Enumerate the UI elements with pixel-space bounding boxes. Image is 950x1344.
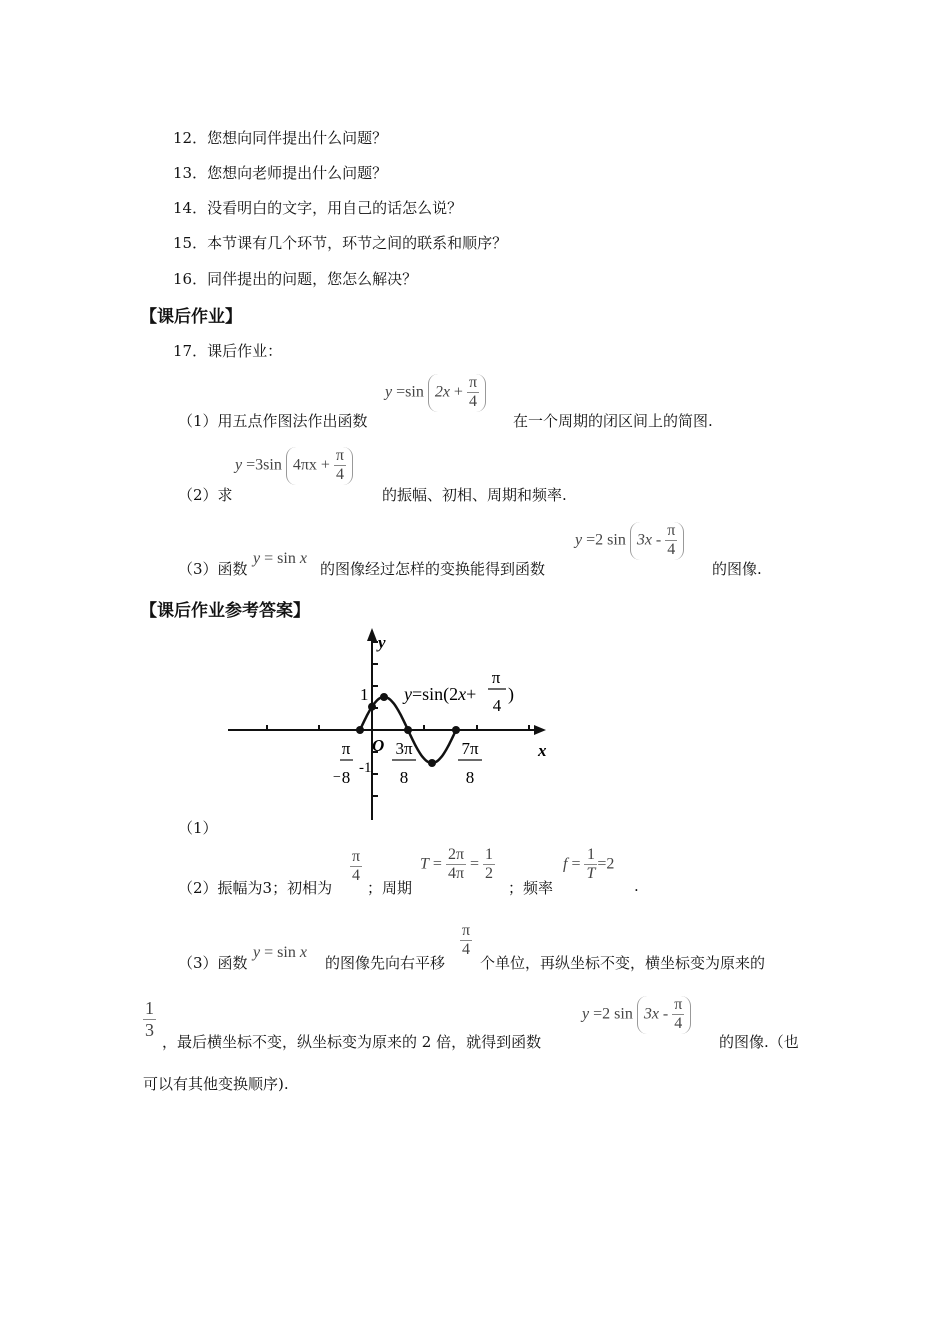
neg-sign: − (333, 770, 341, 785)
question-12: 12．您想向同伴提出什么问题？ (173, 129, 388, 147)
answer-3-formula: y =2 sin 3x - $\frac{\pi}{4}$ (582, 996, 691, 1034)
answer-2-pre: （2）振幅为3；初相为 (178, 879, 333, 897)
answer-2-mid: ；周期 (367, 879, 413, 897)
hw2-formula: y =3sin 4πx + $\frac{\pi}{4}$ (235, 447, 353, 485)
question-16: 16．同伴提出的问题，您怎么解决？ (173, 270, 418, 288)
answer-2-phase: $\frac{\pi}{4}$ (352, 848, 361, 885)
tick-label-neg-one: -1 (359, 760, 372, 776)
hw1-formula: y =sin 2x + $\frac{\pi}{4}$ (385, 374, 486, 412)
seven-pi: 7π (461, 739, 479, 758)
hw3-pre: （3）函数 (178, 560, 248, 578)
three-pi-eight: 8 (399, 768, 409, 787)
hw3-sinx: y = sin x (253, 550, 307, 567)
question-15: 15．本节课有几个环节，环节之间的联系和顺序？ (173, 234, 508, 252)
answer-2-period: T = $\frac{2\pi}{4\pi}$ = $\frac{1}{2}$ (420, 846, 494, 883)
key-point (380, 693, 388, 701)
answer-2-post: ；频率 (508, 879, 554, 897)
key-point (428, 759, 436, 767)
tick-label-one: 1 (360, 685, 369, 704)
key-point (404, 726, 412, 734)
three-pi: 3π (395, 739, 413, 758)
key-point (368, 703, 376, 711)
answer-3-third: $\frac{1}{3}$ (145, 998, 154, 1040)
curve-label-pi: π (491, 668, 501, 687)
y-axis-label: y (378, 633, 386, 652)
answer-3-post: 个单位，再纵坐标不变，横坐标变为原来的 (480, 954, 766, 972)
key-point (356, 726, 364, 734)
neg-eight: 8 (341, 768, 351, 787)
answer-2-end: . (634, 877, 639, 895)
answer-1-label: （1） (178, 819, 218, 837)
sine-graph (220, 620, 560, 830)
seven-pi-eight: 8 (465, 768, 475, 787)
question-13: 13．您想向老师提出什么问题？ (173, 164, 388, 182)
hw3-formula: y =2 sin 3x - $\frac{\pi}{4}$ (575, 522, 684, 560)
hw2-post: 的振幅、初相、周期和频率. (382, 486, 567, 504)
x-axis-label: x (538, 741, 547, 760)
y-axis-arrow (367, 628, 377, 641)
answer-3-mid: 的图像先向右平移 (325, 954, 446, 972)
key-point (452, 726, 460, 734)
answer-2-frequency: f = $\frac{1}{T}$ =2 (563, 846, 615, 883)
answer-heading: 【课后作业参考答案】 (140, 601, 310, 621)
neg-pi: π (341, 739, 351, 758)
answer-3-line3: 可以有其他变换顺序). (143, 1075, 289, 1093)
hw3-mid: 的图像经过怎样的变换能得到函数 (320, 560, 546, 578)
curve-label-close: ) (508, 684, 514, 704)
homework-heading: 【课后作业】 (140, 307, 242, 327)
origin-label: O (372, 736, 385, 755)
answer-3-pre: （3）函数 (178, 954, 248, 972)
hw2-pre: （2）求 (178, 486, 233, 504)
answer-3-line2-end: 的图像.（也 (719, 1033, 799, 1051)
hw1-post: 在一个周期的闭区间上的简图. (513, 412, 713, 430)
hw1-pre: （1）用五点作图法作出函数 (178, 412, 368, 430)
homework-17-label: 17．课后作业： (173, 342, 283, 360)
answer-3-shift: $\frac{\pi}{4}$ (462, 922, 471, 959)
question-14: 14．没看明白的文字，用自己的话怎么说？ (173, 199, 463, 217)
answer-3-sinx: y = sin x (253, 944, 307, 961)
x-axis-arrow (534, 725, 546, 735)
answer-3-line2: ，最后横坐标不变，纵坐标变为原来的 2 倍，就得到函数 (162, 1033, 542, 1051)
curve-label-four: 4 (492, 696, 502, 715)
hw3-post: 的图像. (712, 560, 762, 578)
curve-label: y=sin(2x+ (404, 684, 477, 704)
